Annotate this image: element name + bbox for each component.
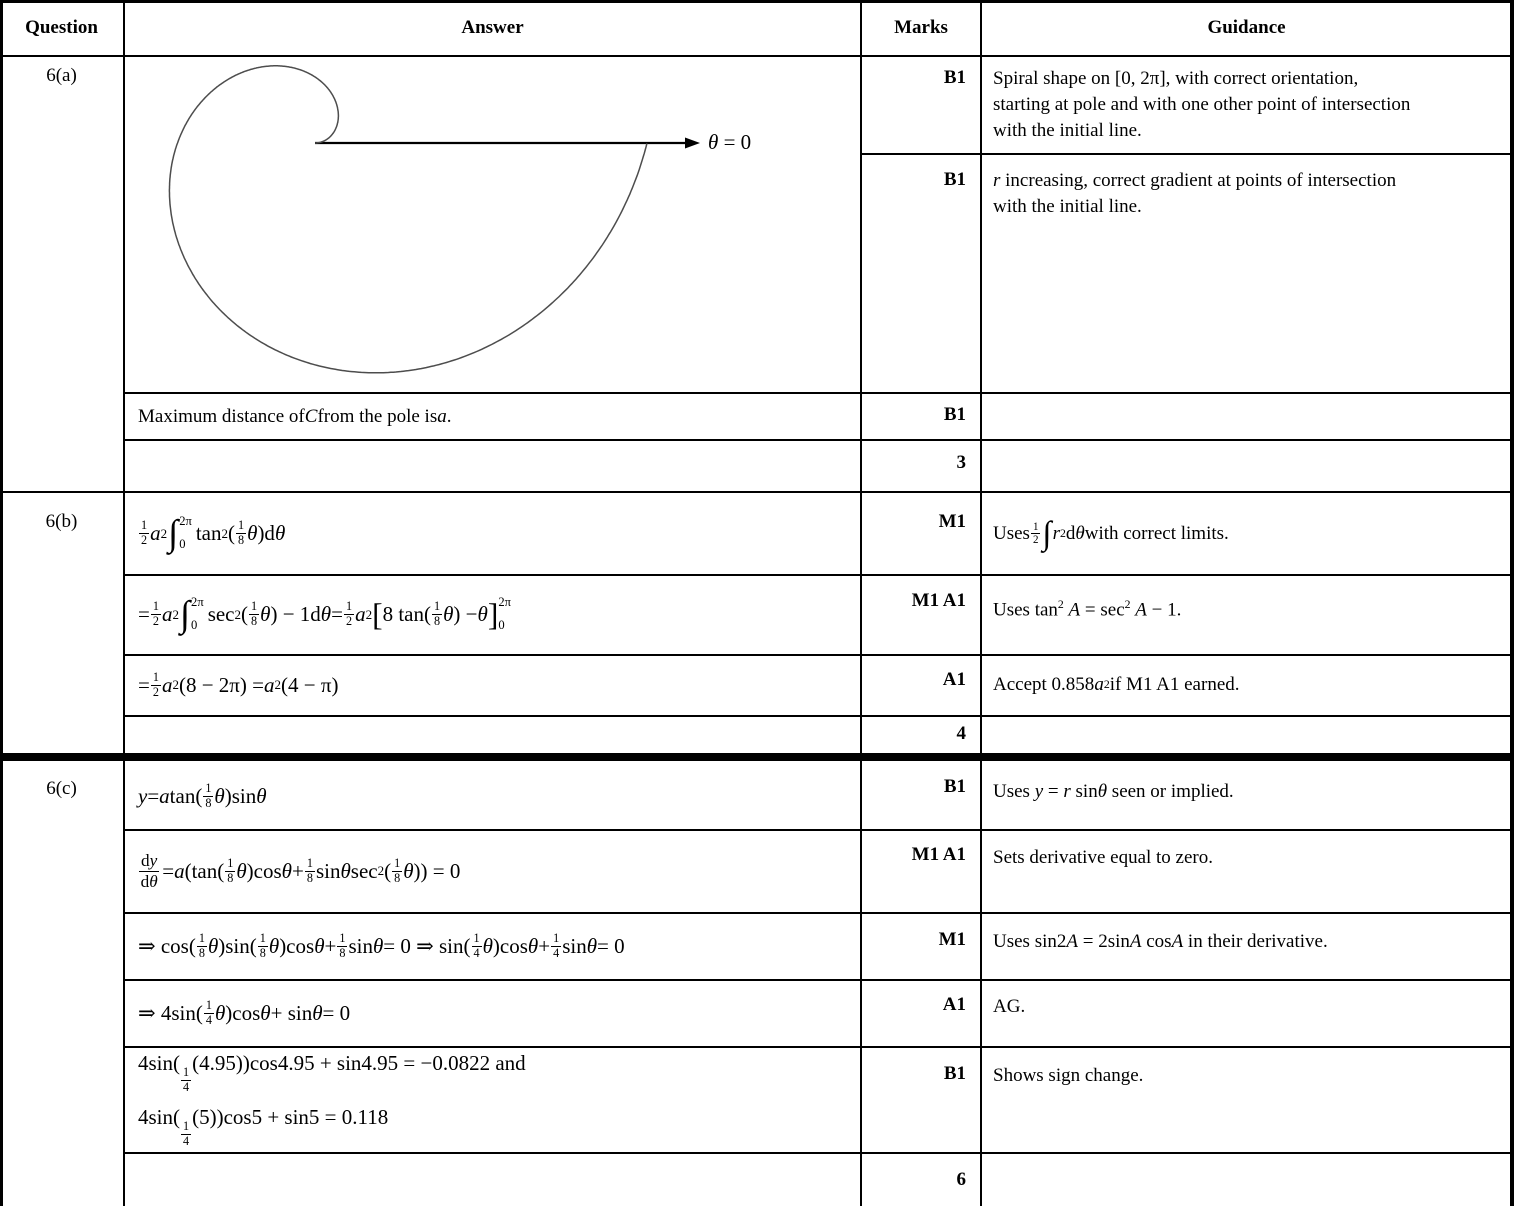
mark-6a-2: B1 — [943, 169, 966, 190]
guidance-6b-1: Uses 1 2 ∫ r 2 d θ with correct limits. — [993, 514, 1229, 552]
guidance-6c-4: AG. — [993, 996, 1026, 1017]
header-divider — [0, 55, 1514, 57]
answer-6c-sign-change-line2: 4sin( $\frac{1}{4}$ (5))cos5 + sin5 = 0.118 — [138, 1104, 389, 1148]
mark-6c-2: M1 A1 — [911, 844, 966, 865]
guidance-6a-2: r increasing, correct gradient at points of intersection with the initial line. — [993, 170, 1397, 217]
guidance-6c-1: Uses y = r sinθ seen or implied. — [993, 781, 1234, 802]
header-marks: Marks — [894, 16, 948, 38]
column-divider-marks — [980, 0, 982, 1206]
answer-6b-1: 1 2 a 2 ∫ 2π 0 tan 2 ( 1 8 θ )d θ — [141, 512, 286, 554]
mark-6c-total: 6 — [956, 1169, 966, 1190]
guidance-6c-3: Uses sin2A = 2sinA cosA in their derivative. — [993, 931, 1328, 952]
guidance-6a-1: Spiral shape on [0, 2π], with correct orientation, starting at pole and with one other point of intersection with the initial line. — [993, 68, 1411, 141]
header-guidance: Guidance — [1207, 16, 1286, 38]
header-answer: Answer — [461, 16, 524, 38]
mark-6c-3: M1 — [938, 929, 966, 950]
answer-6c-4: ⇒ 4sin( 1 4 θ )cos θ + sin θ = 0 — [138, 997, 351, 1027]
polar-curve-figure — [125, 57, 860, 394]
answer-6c-3: ⇒ cos( 1 8 θ )sin( 1 8 θ )cos θ + 1 8 sin θ = 0 ⇒ sin( 1 4 θ )cos θ + 1 4 sin θ = 0 — [138, 930, 625, 960]
row-divider — [125, 654, 1514, 656]
answer-6c-1: y = a tan( 1 8 θ )sin θ — [138, 780, 267, 810]
question-label-6a: 6(a) — [46, 65, 77, 86]
mark-6c-5: B1 — [943, 1063, 966, 1084]
row-divider — [125, 574, 1514, 576]
guidance-6c-5: Shows sign change. — [993, 1065, 1144, 1086]
question-label-6c: 6(c) — [46, 778, 77, 799]
border-left — [0, 0, 3, 1206]
section-divider-6b-6c — [0, 753, 1514, 761]
mark-6b-2: M1 A1 — [911, 590, 966, 611]
guidance-6b-3: Accept 0.858 a 2 if M1 A1 earned. — [993, 674, 1240, 695]
mark-6b-total: 4 — [956, 723, 966, 744]
column-divider-answer — [860, 0, 862, 1206]
section-divider-6a-6b — [0, 491, 1514, 493]
answer-6c-2: dy dθ = a (tan( 1 8 θ )cos θ + 1 8 sin θ sec 2 ( 1 8 θ )) = 0 — [140, 851, 461, 891]
mark-6b-1: M1 — [938, 511, 966, 532]
theta-equals-zero-label: θ = 0 — [708, 130, 752, 154]
row-divider — [125, 439, 1514, 441]
spiral-curve — [169, 66, 647, 373]
answer-6b-3: = 1 2 a 2 (8 − 2π) = a 2 (4 − π) — [138, 669, 339, 699]
header-question: Question — [25, 16, 98, 38]
answer-6c-sign-change — [125, 1047, 860, 1152]
spiral-svg — [125, 57, 860, 394]
row-divider — [125, 979, 1514, 981]
question-label-6b: 6(b) — [45, 511, 78, 532]
border-top — [0, 0, 1514, 3]
answer-6c-sign-change-line1: 4sin( $\frac{1}{4}$ (4.95))cos4.95 + sin4.95 = −0.0822 and — [138, 1050, 526, 1094]
answer-6b-2: = 1 2 a 2 ∫ 2π 0 sec 2 ( 1 8 θ ) − 1d θ = 1 2 a 2 [ 8 tan( 1 8 θ ) − θ ] 2π 0 — [138, 593, 511, 635]
mark-6a-total: 3 — [956, 452, 966, 473]
row-divider — [125, 715, 1514, 717]
guidance-6c-2: Sets derivative equal to zero. — [993, 847, 1214, 868]
row-divider — [125, 392, 1514, 394]
row-divider — [125, 1152, 1514, 1154]
mark-6a-1: B1 — [943, 67, 966, 88]
mark-6c-1: B1 — [943, 776, 966, 797]
column-divider-question — [123, 0, 125, 1206]
row-divider — [125, 829, 1514, 831]
row-divider — [862, 153, 1514, 155]
row-divider — [125, 1046, 1514, 1048]
border-right — [1510, 0, 1514, 1206]
mark-6b-3: A1 — [942, 669, 966, 690]
mark-6a-3: B1 — [943, 404, 966, 425]
guidance-6b-2: Uses $\tan^2 A = \sec^2 A - 1$. — [993, 598, 1182, 621]
answer-6a-max-distance: Maximum distance of C from the pole is a . — [138, 405, 452, 427]
row-divider — [125, 912, 1514, 914]
mark-6c-4: A1 — [942, 994, 966, 1015]
arrow-head-icon — [685, 138, 700, 149]
